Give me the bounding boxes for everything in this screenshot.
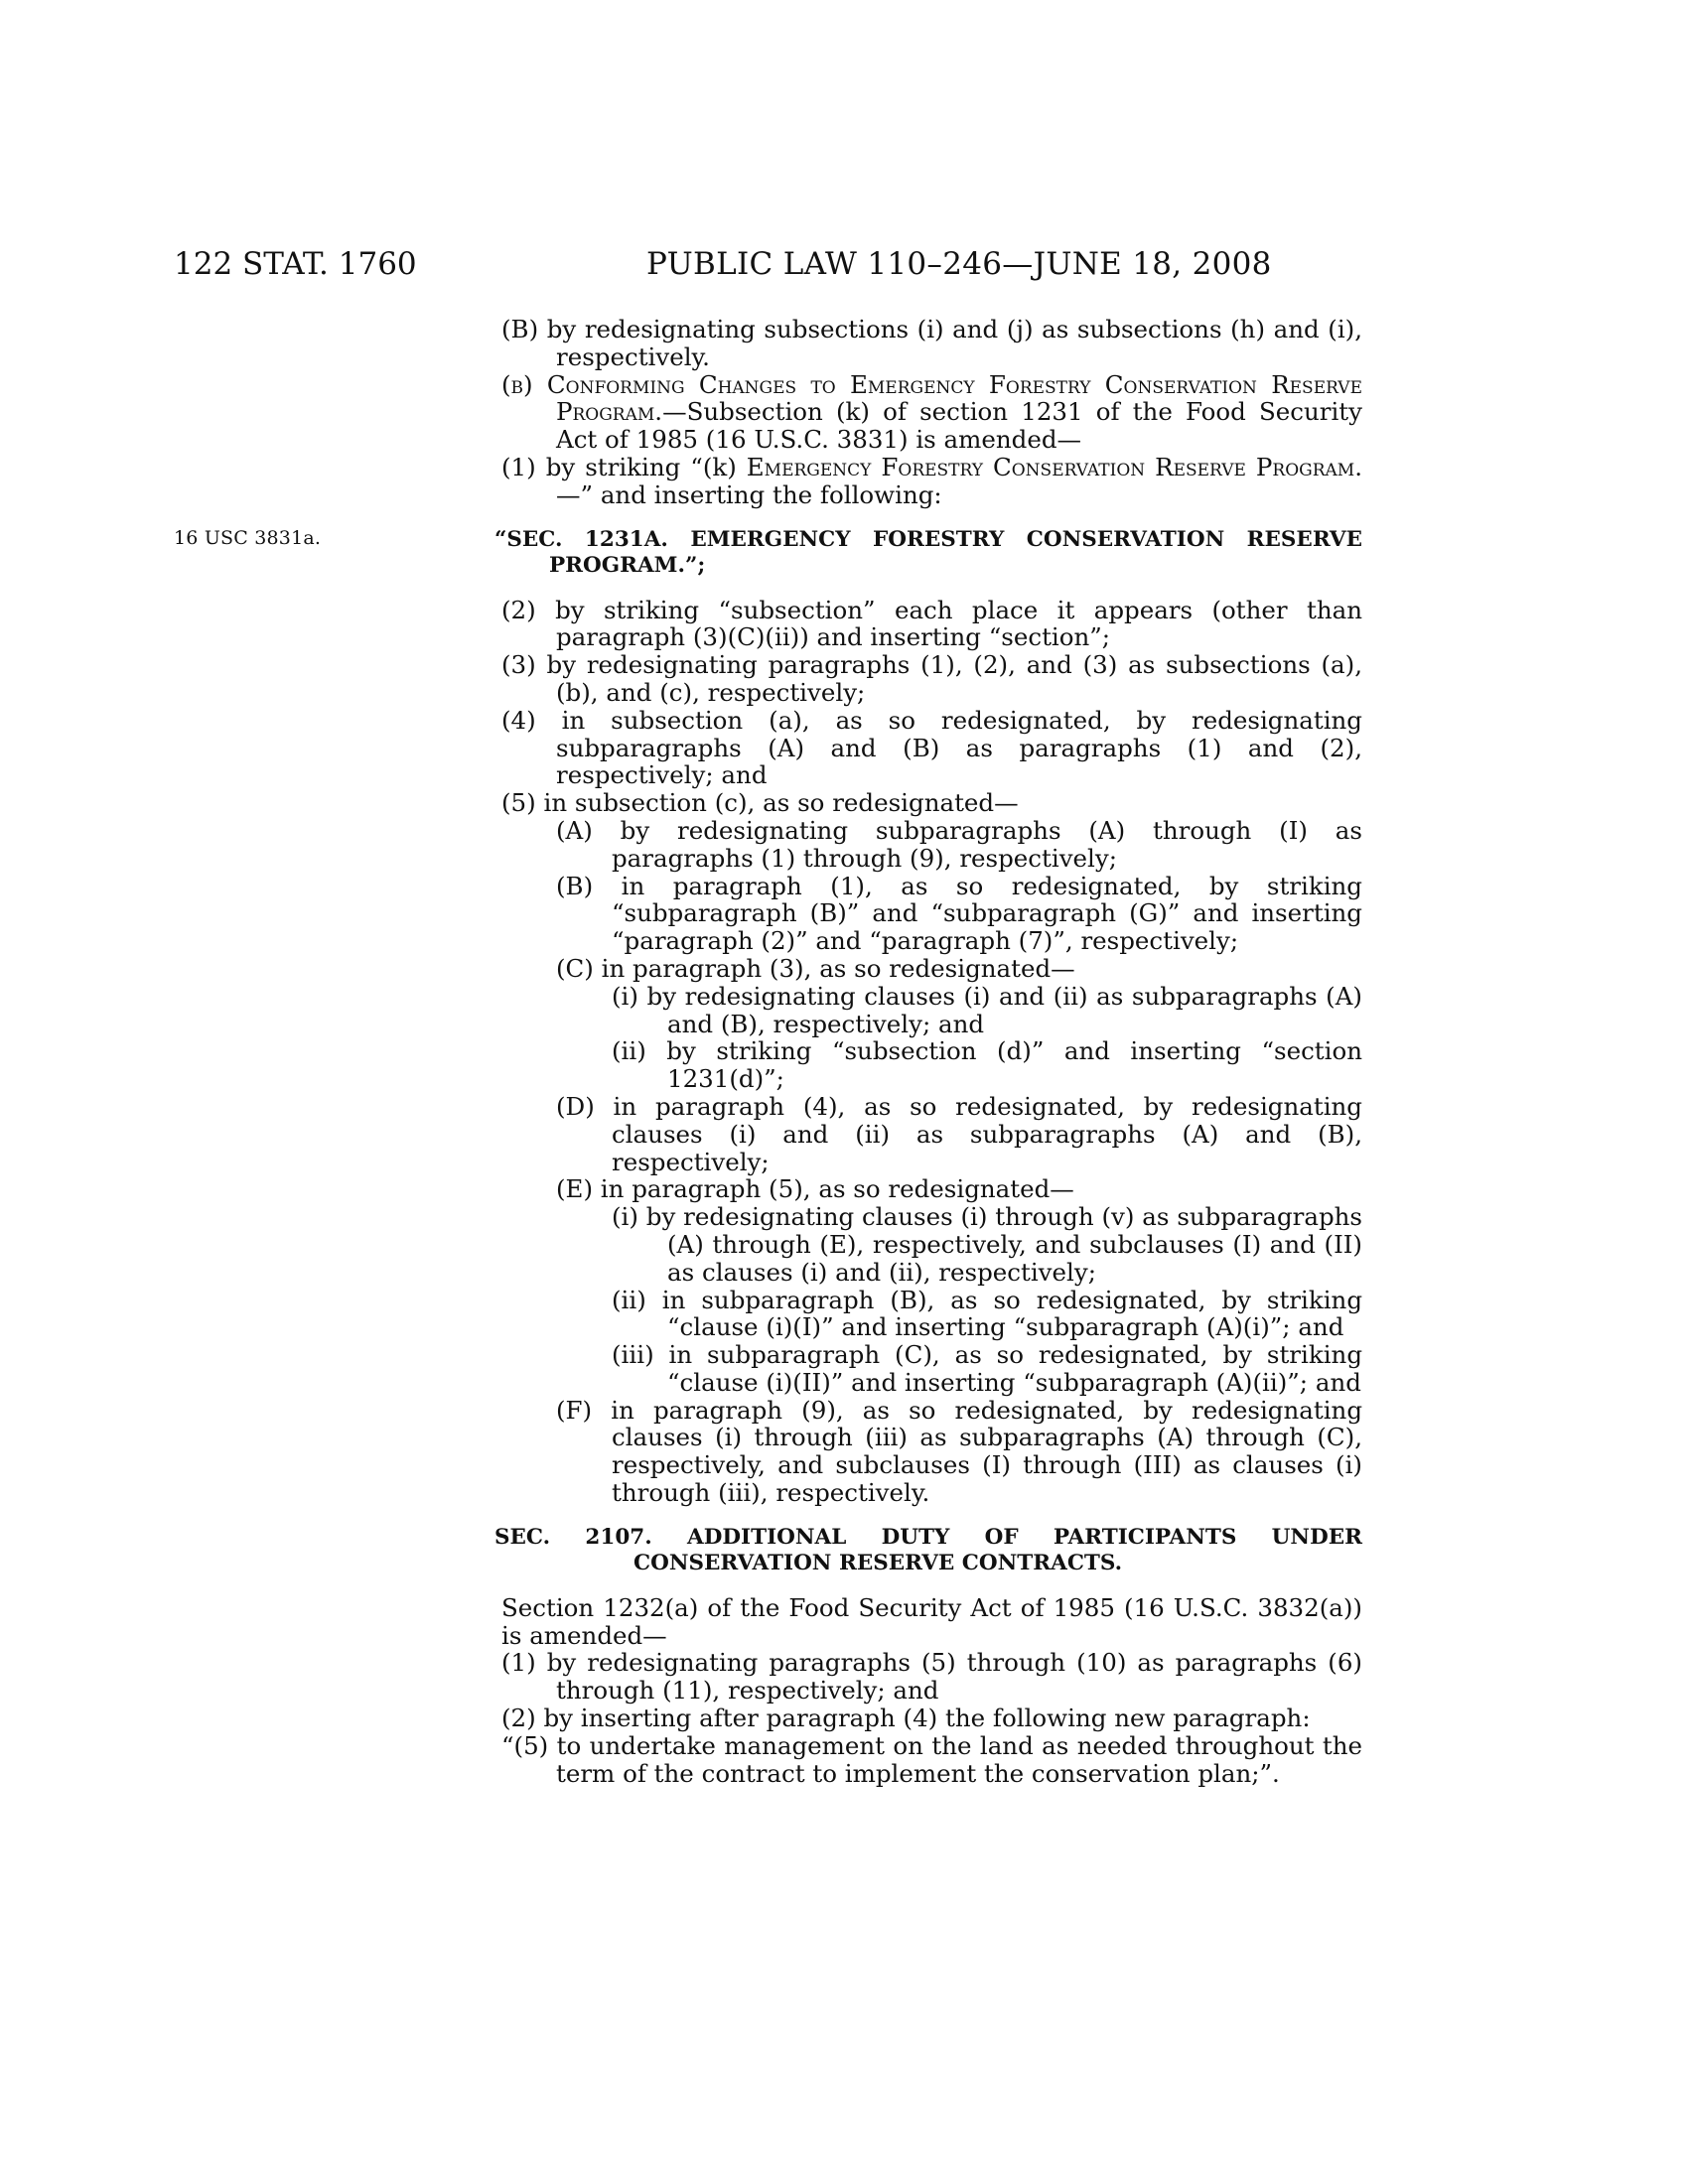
quoted-paragraph: “(5) to undertake management on the land as needed throughout the term of the contract to implement the conservation plan;”. <box>501 1730 1362 1788</box>
subsection-b <box>501 371 1362 454</box>
clause: (i) by redesignating clauses (i) and (ii) as subparagraphs (A) and (B), respectively; and <box>612 981 1362 1038</box>
paragraph: (2) by striking “subsection” each place it appears (other than paragraph (3)(C)(ii)) and inserting “section”; <box>501 595 1362 652</box>
paragraph: (1) by redesignating paragraphs (5) through (10) as paragraphs (6) through (11), respectively; and <box>501 1648 1362 1706</box>
clause: (i) by redesignating clauses (i) through (v) as subparagraphs (A) through (E), respectively, and subclauses (I) and (II) as clauses (i) and (ii), respectively; <box>612 1202 1362 1287</box>
section-heading: “SEC. 1231A. EMERGENCY FORESTRY CONSERVATION RESERVE PROGRAM.”; <box>494 526 1362 578</box>
paragraph: (4) in subsection (a), as so redesignated, by redesignating subparagraphs (A) and (B) as paragraphs (1) and (2), respectively; and <box>501 705 1362 790</box>
paragraph: (5) in subsection (c), as so redesignated— <box>501 788 1019 818</box>
subsection-text: —Subsection (k) of section 1231 of the Food Security Act of 1985 (16 U.S.C. 3831) is amended— <box>556 397 1362 455</box>
clause: (ii) by striking “subsection (d)” and inserting “section 1231(d)”; <box>612 1036 1362 1094</box>
paragraph: (B) by redesignating subsections (i) and (j) as subsections (h) and (i), respectively. <box>501 315 1362 371</box>
statute-body <box>494 315 1362 1788</box>
page-header <box>174 246 1365 286</box>
public-law-title: PUBLIC LAW 110–246—JUNE 18, 2008 <box>646 246 1272 282</box>
stat-page-number: 122 STAT. 1760 <box>174 246 417 282</box>
subparagraph: (F) in paragraph (9), as so redesignated, by redesignating clauses (i) through (iii) as subparagraphs (A) through (C), respectively, and subclauses (I) through (III) as clauses (i) through (iii), respectively. <box>556 1395 1362 1508</box>
paragraph: (2) by inserting after paragraph (4) the following new paragraph: <box>501 1704 1311 1733</box>
subparagraph: (C) in paragraph (3), as so redesignated— <box>556 953 1075 983</box>
section-heading: SEC. 2107. ADDITIONAL DUTY OF PARTICIPANTS UNDER CONSERVATION RESERVE CONTRACTS. <box>494 1524 1362 1575</box>
paragraph: Section 1232(a) of the Food Security Act of 1985 (16 U.S.C. 3832(a)) is amended— <box>501 1592 1362 1650</box>
clause: (ii) in subparagraph (B), as so redesignated, by striking “clause (i)(I)” and inserting “subparagraph (A)(i)”; and <box>612 1285 1362 1342</box>
paragraph <box>501 454 1362 509</box>
subparagraph: (E) in paragraph (5), as so redesignated— <box>556 1174 1074 1204</box>
subparagraph: (B) in paragraph (1), as so redesignated, by striking “subparagraph (B)” and “subparagraph (G)” and inserting “paragraph (2)” and “paragraph (7)”, respectively; <box>556 871 1362 956</box>
margin-citation: 16 USC 3831a. <box>174 527 322 549</box>
paragraph: (3) by redesignating paragraphs (1), (2), and (3) as subsections (a), (b), and (c), respectively; <box>501 650 1362 707</box>
text-fragment: (1) by striking “(k) <box>501 452 747 481</box>
text-fragment: .—” and inserting the following: <box>556 452 1362 509</box>
program-name: Emergency Forestry Conservation Reserve Program <box>746 452 1355 481</box>
subparagraph: (A) by redesignating subparagraphs (A) through (I) as paragraphs (1) through (9), respectively; <box>556 815 1362 873</box>
subsection-heading: (b) Conforming Changes to Emergency Forestry Conservation Reserve Program. <box>501 369 1362 427</box>
clause: (iii) in subparagraph (C), as so redesignated, by striking “clause (i)(II)” and inserting “subparagraph (A)(ii)”; and <box>612 1340 1362 1397</box>
subparagraph: (D) in paragraph (4), as so redesignated, by redesignating clauses (i) and (ii) as subparagraphs (A) and (B), respectively; <box>556 1091 1362 1176</box>
